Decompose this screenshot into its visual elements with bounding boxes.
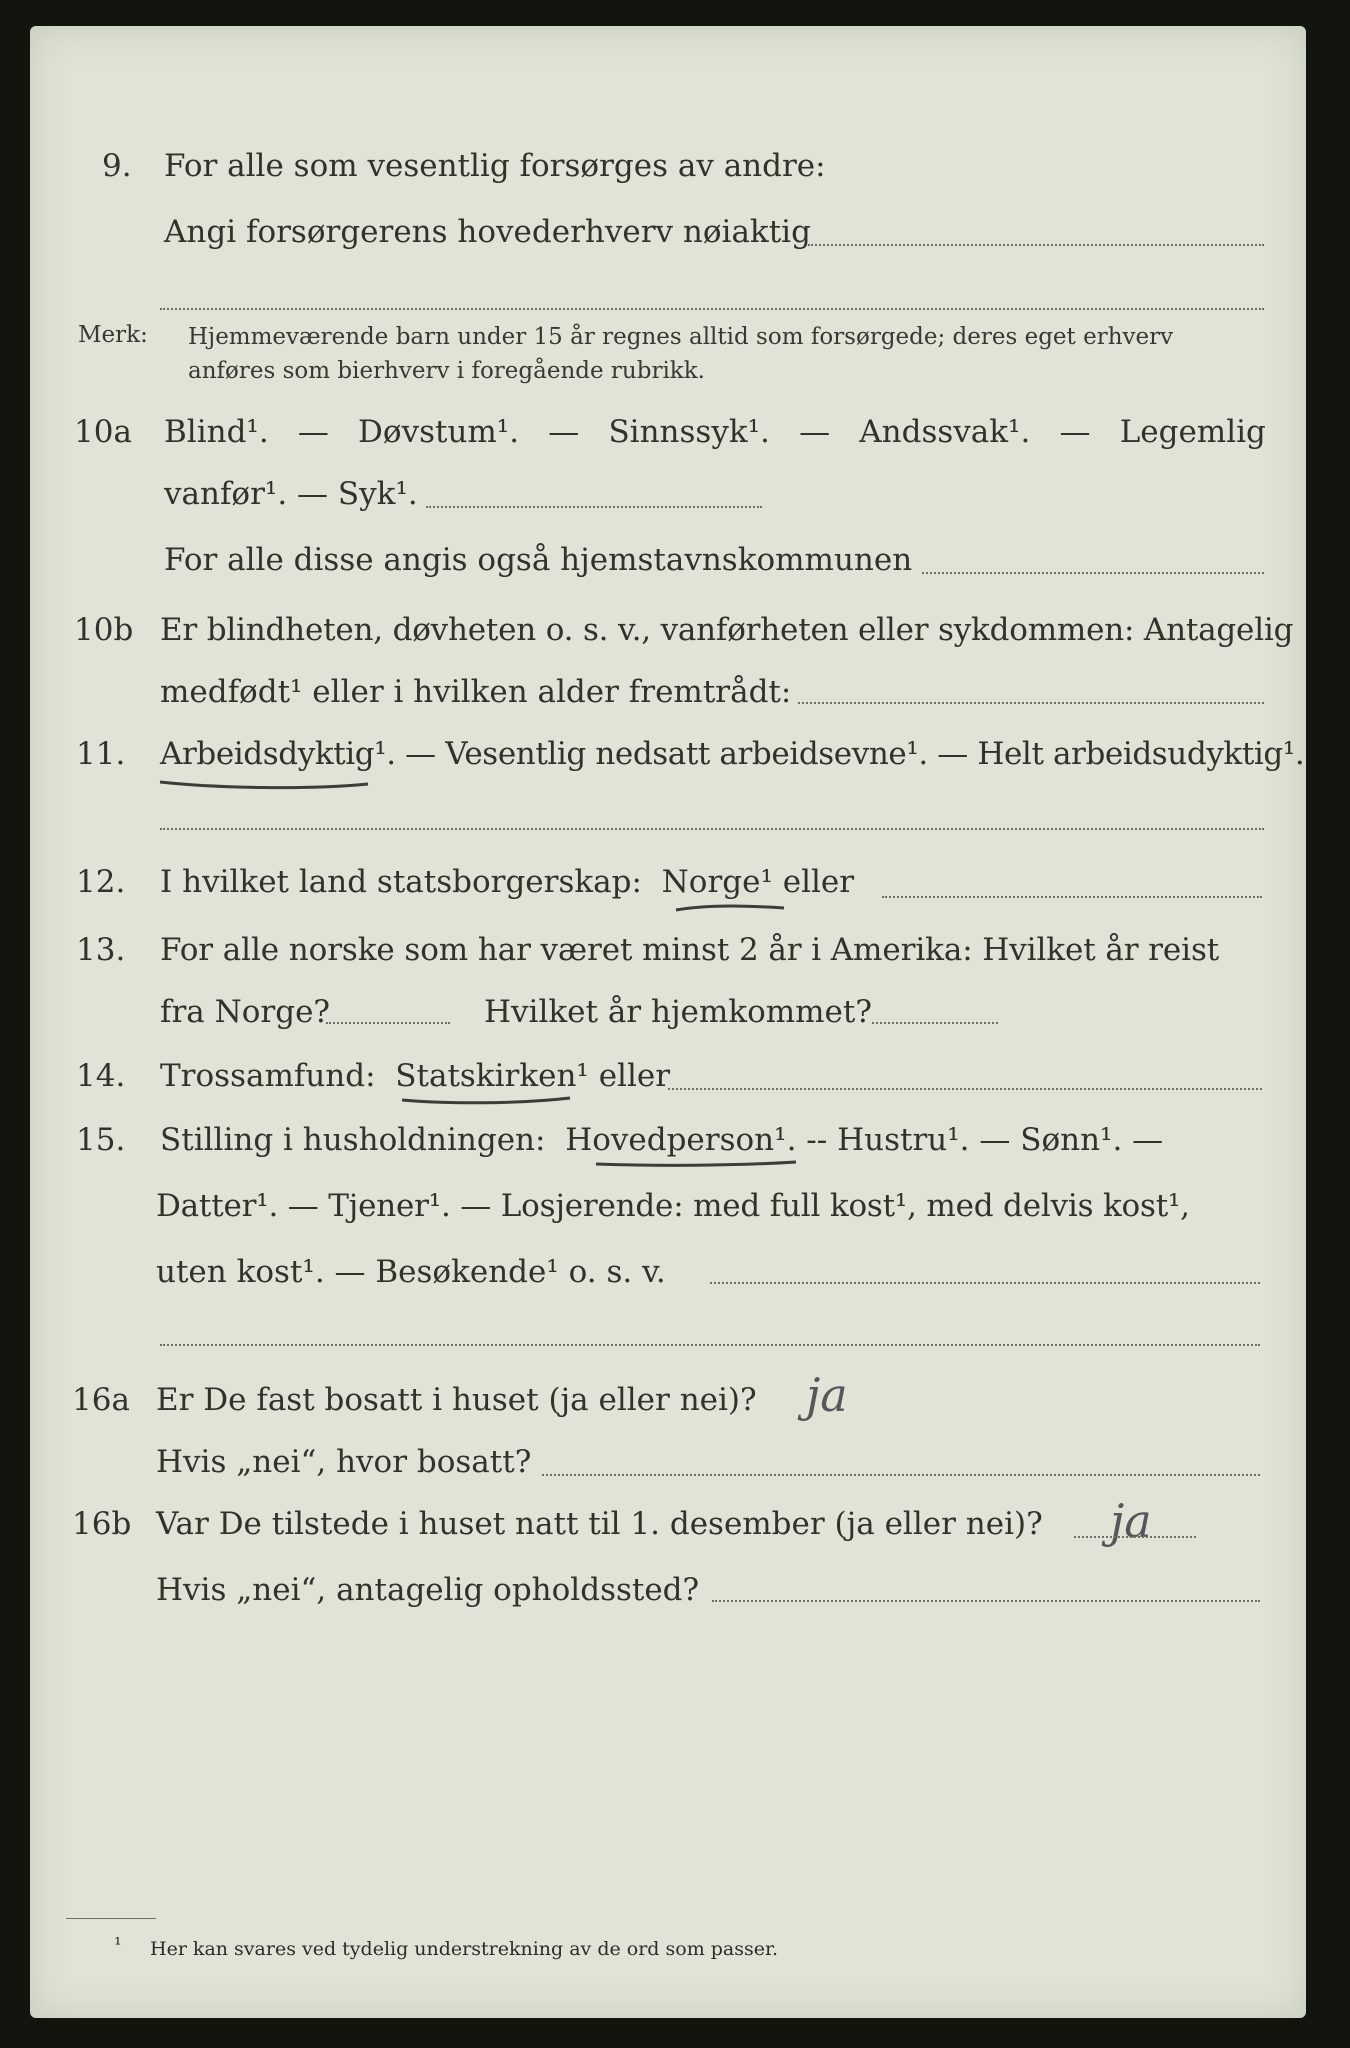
q15-line1 [160, 1122, 1163, 1158]
q16a-number: 16a [72, 1382, 130, 1418]
dash: — [548, 414, 580, 450]
q10a-sinnssyk: Sinnssyk¹. [608, 414, 770, 450]
q12-number: 12. [76, 864, 126, 900]
q14-question: Trossamfund: [160, 1058, 376, 1094]
q10b-line2: medfødt¹ eller i hvilken alder fremtrådt: [160, 674, 792, 710]
q15-hovedperson[interactable]: Hovedperson [565, 1122, 775, 1158]
q10a-dovstum: Døvstum¹. [358, 414, 520, 450]
q15-number: 15. [76, 1122, 126, 1158]
q14-number: 14. [76, 1058, 126, 1094]
q16a-line2: Hvis „nei“, hvor bosatt? [156, 1444, 532, 1480]
q16b-answer-line[interactable] [1074, 1536, 1196, 1538]
q12-answer-line[interactable] [882, 896, 1262, 898]
underline-norge [672, 898, 792, 918]
q12-eller: ¹ eller [760, 864, 855, 900]
q9-number: 9. [102, 148, 132, 184]
q14-eller: ¹ eller [576, 1058, 671, 1094]
q16b-line1: Var De tilstede i huset natt til 1. desember (ja eller nei)? [156, 1506, 1043, 1542]
q15-line2: Datter¹. — Tjener¹. — Losjerende: med full kost¹, med delvis kost¹, [156, 1188, 1190, 1224]
q15-line3: uten kost¹. — Besøkende¹ o. s. v. [156, 1254, 666, 1290]
q16b-answer-line-2[interactable] [712, 1600, 1260, 1602]
q10b-number: 10b [74, 612, 134, 648]
q9-line1: For alle som vesentlig forsørges av andre: [164, 148, 826, 184]
q10a-number: 10a [74, 414, 132, 450]
q10a-andssvak: Andssvak¹. [859, 414, 1031, 450]
q10a-blind: Blind¹. [164, 414, 269, 450]
footnote-mark: ¹ [114, 1934, 122, 1956]
q11-arbeidsdyktig[interactable]: Arbeidsdyktig [160, 736, 375, 772]
q13-reist-answer-line[interactable] [326, 1022, 450, 1024]
q12-line1 [160, 864, 854, 900]
q15-answer-line-2[interactable] [160, 1344, 1260, 1346]
q15-question: Stilling i husholdningen: [160, 1122, 546, 1158]
q16a-line1: Er De fast bosatt i huset (ja eller nei)? [156, 1382, 757, 1418]
q10a-legemlig: Legemlig [1119, 414, 1266, 450]
q10a-line3: For alle disse angis også hjemstavnskommunen [164, 542, 913, 578]
underline-arbeidsdyktig [156, 770, 376, 794]
q13-number: 13. [76, 932, 126, 968]
q15-rest: ¹. -- Hustru¹. — Sønn¹. — [774, 1122, 1164, 1158]
q14-statskirken[interactable]: Statskirken [395, 1058, 577, 1094]
q13-hjemkommet-answer-line[interactable] [872, 1022, 998, 1024]
q16b-number: 16b [72, 1506, 132, 1542]
q9-answer-line[interactable] [808, 244, 1264, 246]
q11-rest: ¹. — Vesentlig nedsatt arbeidsevne¹. — Helt arbeidsudyktig¹. [374, 736, 1305, 772]
merk-label: Merk: [78, 322, 148, 348]
q12-question: I hvilket land statsborgerskap: [160, 864, 642, 900]
merk-line2: anføres som bierhverv i foregående rubrikk. [188, 358, 705, 384]
q9-line2: Angi forsørgerens hovederhverv nøiaktig [164, 214, 811, 250]
footnote-rule [66, 1918, 156, 1919]
dash: — [799, 414, 831, 450]
q10b-answer-line[interactable] [798, 702, 1264, 704]
dash: — [297, 414, 329, 450]
q13-hjemkommet: Hvilket år hjemkommet? [484, 994, 872, 1030]
q10a-line1 [164, 414, 1266, 450]
footnote-text: Her kan svares ved tydelig understrekning av de ord som passer. [150, 1938, 779, 1960]
merk-line1: Hjemmeværende barn under 15 år regnes alltid som forsørgede; deres eget erhverv [188, 324, 1174, 350]
q9-answer-line-2[interactable] [160, 308, 1264, 310]
q14-answer-line[interactable] [668, 1088, 1262, 1090]
q14-line1 [160, 1058, 670, 1094]
underline-statskirken [398, 1090, 578, 1110]
q16b-line2: Hvis „nei“, antagelig opholdssted? [156, 1572, 700, 1608]
q10a-syk-answer-line[interactable] [426, 506, 762, 508]
underline-hovedperson [592, 1154, 802, 1174]
q12-norge[interactable]: Norge [661, 864, 761, 900]
q16a-handwritten-answer[interactable]: ja [806, 1368, 848, 1422]
q11-answer-line[interactable] [160, 828, 1264, 830]
q10a-line2: vanfør¹. — Syk¹. [164, 476, 418, 512]
q11-number: 11. [76, 736, 126, 772]
q16a-answer-line[interactable] [542, 1474, 1260, 1476]
q16b-handwritten-answer[interactable]: ja [1110, 1494, 1152, 1548]
q13-reist: fra Norge? [160, 994, 331, 1030]
q10b-line1: Er blindheten, døvheten o. s. v., vanførheten eller sykdommen: Antagelig [160, 612, 1294, 648]
dash: — [1059, 414, 1091, 450]
q10a-answer-line[interactable] [922, 572, 1264, 574]
q15-answer-line[interactable] [710, 1282, 1260, 1284]
q13-line1: For alle norske som har været minst 2 år i Amerika: Hvilket år reist [160, 932, 1220, 968]
q11-line1 [160, 736, 1304, 772]
